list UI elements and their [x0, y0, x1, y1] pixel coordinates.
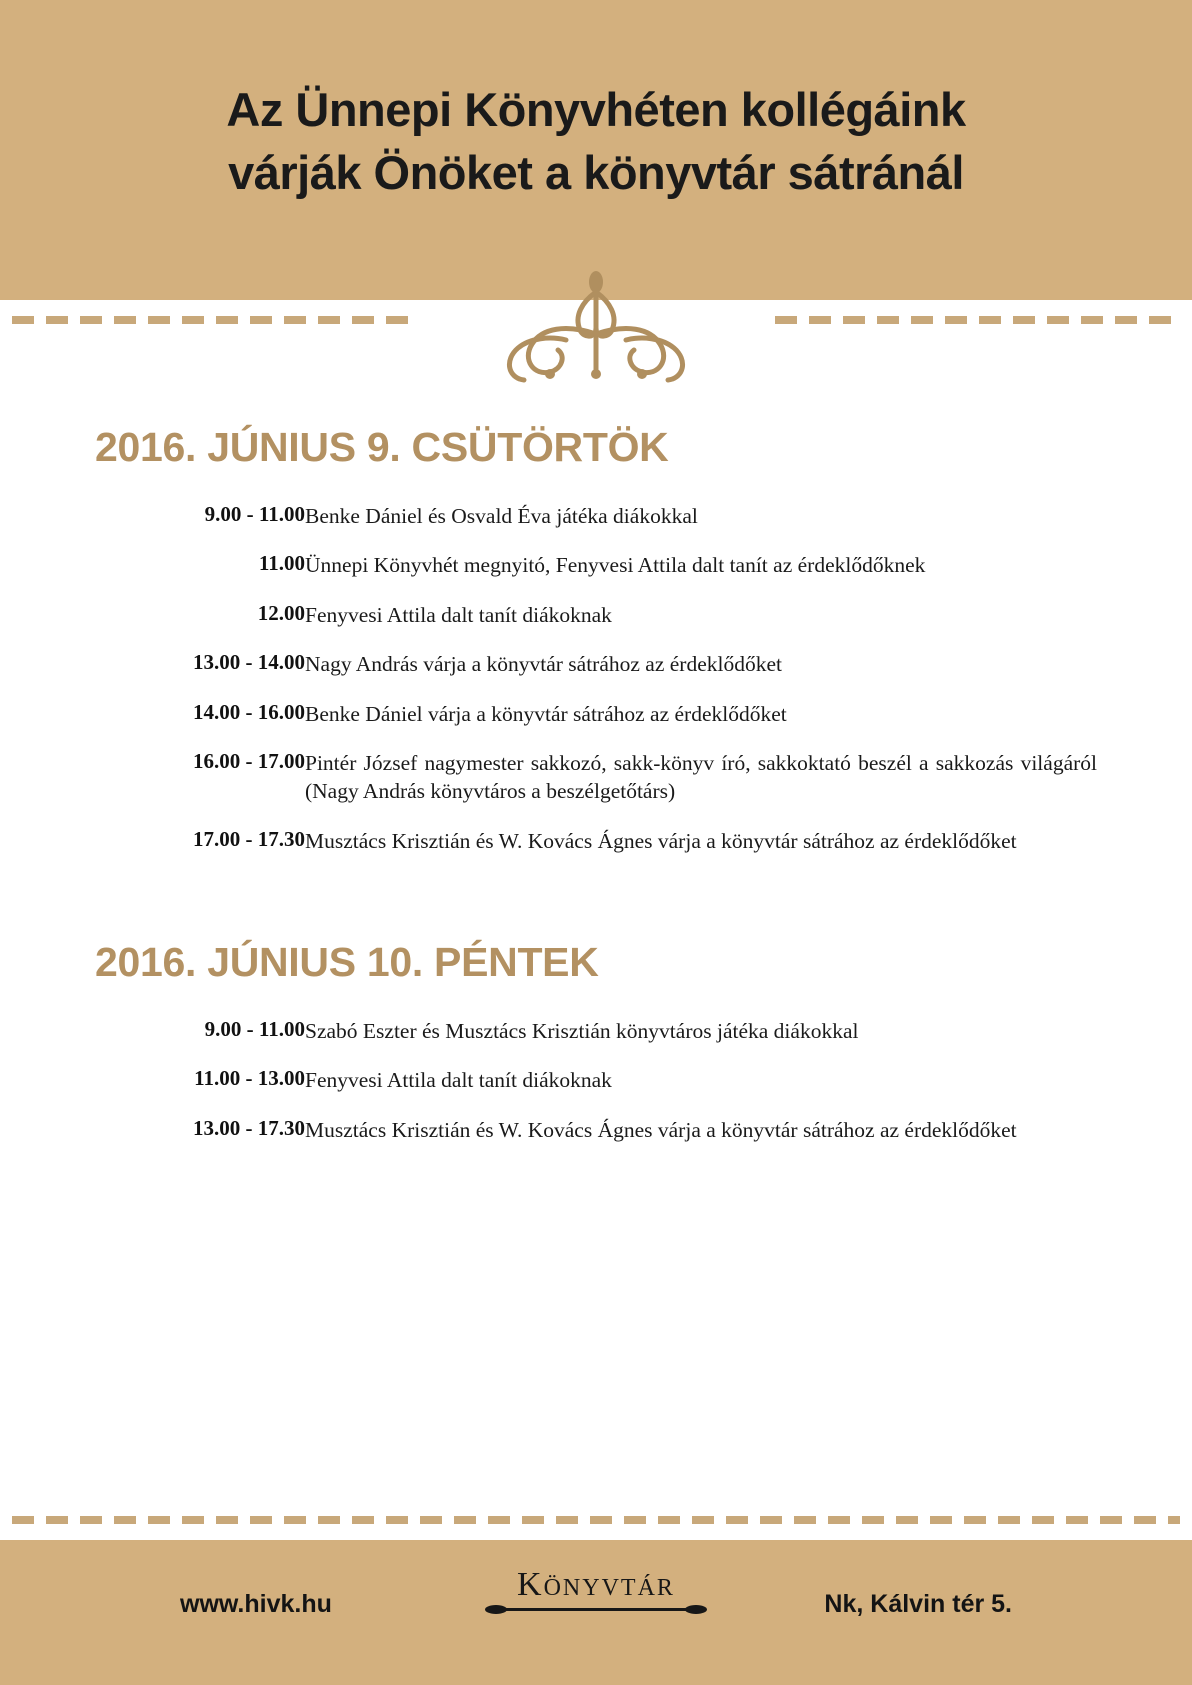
table-row — [95, 641, 1097, 690]
event-description: Musztács Krisztián és W. Kovács Ágnes várja a könyvtár sátrához az érdeklődőket — [305, 828, 1017, 853]
schedule-table-day-2 — [95, 1008, 1097, 1156]
address-text: Nk, Kálvin tér 5. — [824, 1590, 1012, 1618]
table-row — [95, 1107, 1097, 1156]
library-logo-text: Könyvtár — [517, 1566, 675, 1603]
event-time: 11.00 — [258, 551, 305, 576]
page-title — [0, 78, 1192, 205]
event-time: 12.00 — [257, 600, 305, 625]
event-description: Nagy András várja a könyvtár sátrához az érdeklődőket — [305, 652, 782, 677]
event-time: 14.00 - 16.00 — [193, 699, 305, 724]
table-row — [95, 1057, 1097, 1106]
dashed-rule-left — [12, 316, 417, 324]
poster-header — [0, 0, 1192, 300]
schedule-table-day-1 — [95, 493, 1097, 867]
schedule-content — [0, 400, 1192, 1156]
library-logo — [446, 1568, 746, 1611]
dashed-rule-footer — [12, 1516, 1180, 1524]
page-title-line-2: várják Önöket a könyvtár sátránál — [228, 146, 964, 200]
flourish-ornament-icon — [446, 262, 746, 392]
event-description: Fenyvesi Attila dalt tanít diákoknak — [305, 602, 612, 627]
event-description: Benke Dániel és Osvald Éva játéka diákokkal — [305, 504, 698, 528]
event-time: 9.00 - 11.00 — [204, 1017, 305, 1041]
day-heading: 2016. JÚNIUS 9. CSÜTÖRTÖK — [95, 424, 669, 470]
event-description: Fenyvesi Attila dalt tanít diákoknak — [305, 1068, 612, 1093]
day-block-2 — [95, 939, 1097, 1156]
event-description: Szabó Eszter és Musztács Krisztián könyvtáros játéka diákokkal — [305, 1019, 859, 1043]
event-time: 13.00 - 14.00 — [193, 650, 305, 675]
ornament-divider — [0, 300, 1192, 390]
event-time: 16.00 - 17.00 — [193, 748, 305, 773]
logo-underline-ornament — [501, 1608, 691, 1611]
event-description: Pintér József nagymester sakkozó, sakk-könyv író, sakkoktató beszél a sakkozás világáról (Nagy András könyvtáros a beszélgetőtárs) — [305, 750, 1097, 804]
table-row — [95, 493, 1097, 542]
event-time: 17.00 - 17.30 — [193, 826, 305, 851]
event-description: Musztács Krisztián és W. Kovács Ágnes várja a könyvtár sátrához az érdeklődőket — [305, 1117, 1017, 1142]
event-time: 13.00 - 17.30 — [193, 1115, 305, 1140]
event-time: 11.00 - 13.00 — [194, 1066, 305, 1091]
table-row — [95, 1008, 1097, 1057]
day-heading: 2016. JÚNIUS 10. PÉNTEK — [95, 939, 599, 985]
event-time: 9.00 - 11.00 — [204, 502, 305, 526]
table-row — [95, 691, 1097, 740]
table-row — [95, 542, 1097, 591]
poster-footer — [0, 1540, 1192, 1685]
table-row — [95, 818, 1097, 867]
day-block-1 — [95, 424, 1097, 867]
table-row — [95, 592, 1097, 641]
dashed-rule-right — [775, 316, 1180, 324]
table-row — [95, 740, 1097, 818]
website-link[interactable]: www.hivk.hu — [180, 1590, 332, 1618]
page-title-line-1: Az Ünnepi Könyvhéten kollégáink — [226, 83, 966, 136]
event-description: Benke Dániel várja a könyvtár sátrához az érdeklődőket — [305, 701, 787, 726]
event-description: Ünnepi Könyvhét megnyitó, Fenyvesi Attila dalt tanít az érdeklődőknek — [305, 553, 926, 578]
